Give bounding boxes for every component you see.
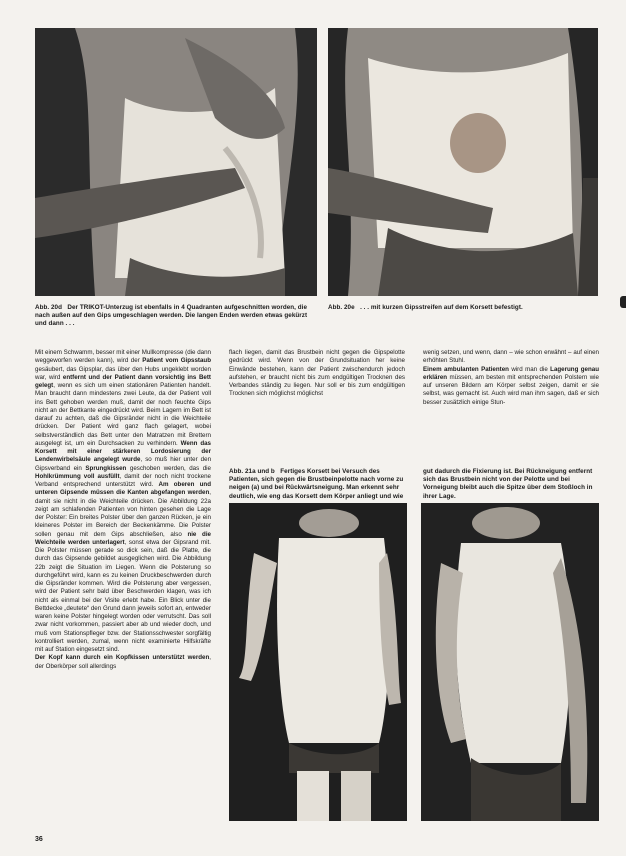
col1-run-11: Am oberen und unteren Gipsende müssen die Kanten abgefangen werden — [35, 481, 211, 497]
photo-fig-21b — [421, 503, 599, 821]
col1-run-4: , wenn es sich um einen stationären Patienten handelt. Man braucht dann mindestens zwei Leute, da der Patient voll ins Bett gehoben werden muß, damit der noch feuchte Gips nicht an der Bettkante eingedrückt wird. Beim Lagern im Bett ist darauf zu achten, daß die Gipsränder nicht in die Weichteile drücken. Der Patient wird ganz flach gelagert, wobei selbstverständlich das Bett unter den Matratzen mit Brettern ausgelegt ist, um ein Durchsacken zu verhindern. — [35, 382, 211, 447]
col1-run-15: Der Kopf kann durch ein Kopfkissen unterstützt werden — [35, 654, 210, 662]
body-column-2 — [229, 349, 405, 453]
body-column-1-text — [35, 349, 211, 671]
col1-run-8: geschoben werden, das die — [126, 464, 211, 472]
photo-fig-21a — [229, 503, 407, 821]
col3-run-c: wird man die — [508, 365, 551, 373]
col1-run-0: Mit einem Schwamm, besser mit einer Mullkompresse (die dann weggeworfen werden kann), wird der — [35, 349, 211, 365]
caption-fig-21 — [229, 468, 599, 502]
photo-fig-21a-image — [229, 503, 407, 821]
caption-fig-20e-label: Abb. 20e — [328, 304, 355, 311]
col1-run-5: Wenn das Korsett mit einer stärkeren Lordosierung der Lendenwirbelsäule angelegt wurde — [35, 439, 211, 464]
col1-run-7: Sprungkissen — [85, 464, 127, 472]
body-column-3 — [423, 349, 599, 453]
photo-fig-20d-image — [35, 28, 317, 296]
caption-fig-21-text: Fertiges Korsett bei Versuch des Patienten, sich gegen die Brustbeinpelotte nach vorne zu neigen (a) und bei Rückwärtsneigung. Man erkennt sehr deutlich, wie eng das Korsett dem Körper anliegt und wie gut dadurch die Fixierung ist. Bei Rückneigung entfernt sich das Brustbein nicht von der Pelotte und bei Vorneigung bleibt auch die Spitze über dem Stoßloch in ihrer Lage. — [229, 468, 593, 500]
col1-run-6: , so muß hier unter den Gipsverband ein — [35, 456, 211, 472]
col1-run-14: , sonst etwa der Gipsrand mit. Die Polster müssen gerade so dick sein, daß die Platte, die durch das Gipsende gebildet ausgeglichen wird. Die Abbildung 22b zeigt die Situation im Liegen. Wenn die Polsterung so durchgeführt wird, kann es zu keinen Druckbeschwerden durch die Gipsränder kommen. Wird die Polsterung aber vergessen, wird der Patient sehr bald über Beschwerden klagen, was ich nicht als einmal bei der Visite erlebt habe. Ein Blick unter die Bettdecke „deutete“ den Grund dann jeweils sofort an, entweder waren keine Polster hingelegt worden oder verrutscht. Das soll zwar nicht vorkommen, passiert aber ab und wieder doch, und muß vom Stationspfleger bzw. der Stationsschwester sorgfältig kontrolliert werden, zumal, wenn nicht examinierte Hilfskräfte mit auf Station eingesetzt sind. — [35, 538, 211, 653]
col3-run-b: Einem ambulanten Patienten — [423, 365, 509, 373]
caption-fig-20e — [328, 304, 598, 312]
photo-fig-21b-image — [421, 503, 599, 821]
caption-fig-20d-text: Der TRIKOT-Unterzug ist ebenfalls in 4 Quadranten aufgeschnitten worden, die nach außen auf den Gips umgeschlagen werden. Die langen Enden werden etwas gekürzt und dann . . . — [35, 304, 308, 328]
col3-run-e: müssen, am besten mit entsprechenden Polstern wie auf unseren Bildern am Körper selbst zeigen, damit er sie selbst, was gemacht ist. Auch wird man ihm sagen, daß er sich besser zusätzlich einige Stun- — [423, 373, 599, 406]
caption-fig-20d — [35, 304, 317, 329]
body-column-1 — [35, 349, 211, 829]
col1-run-12: , damit sie nicht in die Weichteile drücken. Die Abbildung 22a zeigt am schlafenden Patienten von hinten gesehen die Lage der Polster: Ein breites Polster über den ganzen Rücken, je ein kleineres Polster im Bereich der Beckenkämme. Die Polster sollen genau mit dem Gips abschließen, also — [35, 489, 211, 538]
photo-fig-20e-image — [328, 28, 598, 296]
page-number: 36 — [35, 836, 43, 843]
col3-run-d: Lagerung genau erklären — [423, 365, 599, 381]
col1-run-3: entfernt und der Patient dann vorsichtig ins Bett gelegt — [35, 373, 211, 389]
col3-run-a: wenig setzen, und wenn, dann – wie schon erwähnt – auf einen erhöhten Stuhl. — [423, 349, 599, 365]
caption-fig-20d-label: Abb. 20d — [35, 304, 62, 311]
page-fold-mark — [620, 296, 626, 308]
col1-run-10: , damit der noch nicht trockene Verband entsprechend unterstützt wird. — [35, 472, 211, 488]
caption-fig-20e-text: . . . mit kurzen Gipsstreifen auf dem Korsett befestigt. — [360, 304, 523, 311]
caption-fig-21-label: Abb. 21a und b — [229, 468, 275, 475]
col1-run-16: , der Oberkörper soll allerdings — [35, 654, 211, 670]
col1-run-1: Patient vom Gipsstaub — [142, 357, 211, 365]
col1-run-9: Hohlkrümmung voll ausfüllt — [35, 472, 120, 480]
body-column-3-text — [423, 349, 599, 407]
col1-run-2: gesäubert, das Gipsplar, das über den Hubs ungeklebt worden war, wird — [35, 365, 211, 381]
col1-run-13: nie die Weichteile werden unterlagert — [35, 530, 211, 546]
body-column-2-text: flach liegen, damit das Brustbein nicht gegen die Gipspelotte gedrückt wird. Wenn von der Grundsituation her keine Einwände bestehen, kann der Patient zwischendurch jedoch aufstehen, er braucht nicht bis zum endgültigen Trocknen des Verbandes ständig zu liegen. Nur soll er bis zum endgültigen Trocknen sich möglichst möglichst — [229, 349, 405, 398]
photo-fig-20e — [328, 28, 598, 296]
photo-fig-20d — [35, 28, 317, 296]
